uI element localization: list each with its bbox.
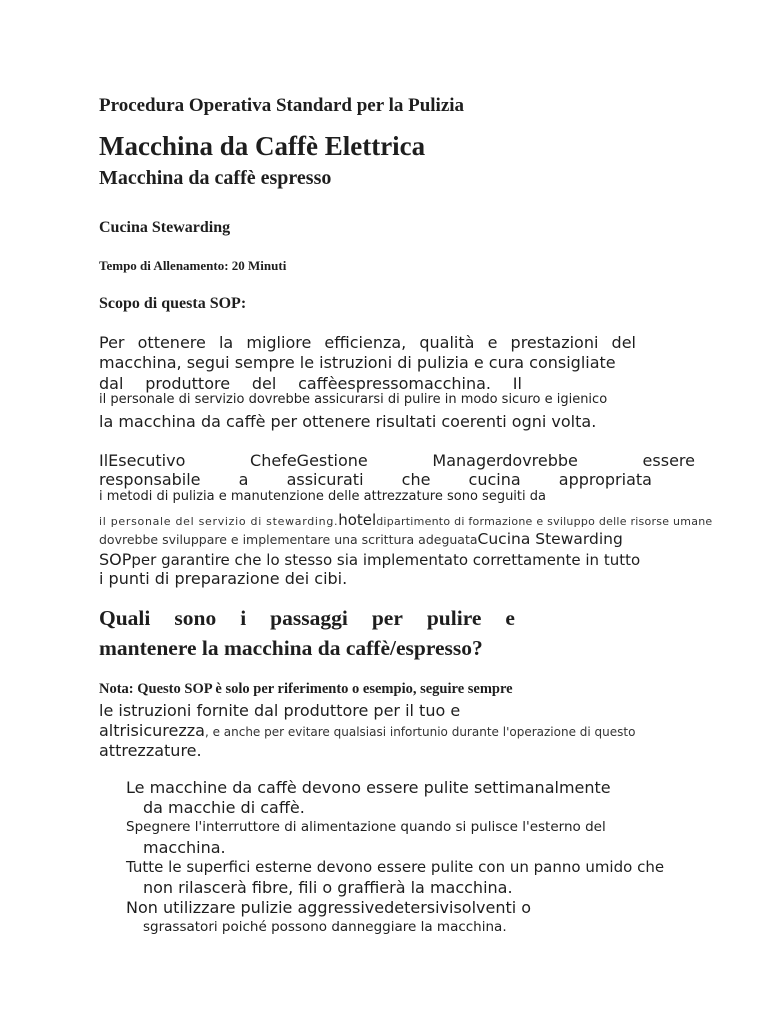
bullet-3-line-2: non rilascerà fibre, fili o graffierà la macchina. — [143, 878, 513, 897]
word: e — [505, 606, 515, 630]
responsibility-line-1 — [99, 451, 695, 470]
scope-line-1 — [99, 333, 636, 352]
bullet-2-line-2: macchina. — [143, 838, 226, 857]
word: appropriata — [558, 470, 652, 489]
note-line-1: Nota: Questo SOP è solo per riferimento o esempio, seguire sempre — [99, 681, 513, 697]
word: efficienza, — [324, 333, 407, 352]
word: pulire — [426, 606, 482, 630]
word: del — [611, 333, 636, 352]
text-fragment: il personale del servizio di stewarding. — [99, 515, 339, 528]
responsibility-line-3: i metodi di pulizia e manutenzione delle attrezzature sono seguiti da — [99, 489, 546, 504]
word: dal — [99, 374, 124, 393]
department-label: Cucina Stewarding — [99, 219, 231, 236]
text-fragment: dovrebbe sviluppare e implementare una scrittura adeguata — [99, 532, 478, 547]
text-fragment: per garantire che lo stesso sia implementato correttamente in tutto — [131, 551, 641, 569]
responsibility-line-4 — [99, 511, 766, 529]
text-fragment: SOP — [99, 550, 132, 569]
word: cucina — [468, 470, 521, 489]
word: Quali — [99, 606, 151, 630]
word: ottenere — [137, 333, 206, 352]
word: passaggi — [270, 606, 348, 630]
steps-heading-line-2: mantenere la macchina da caffè/espresso? — [99, 636, 483, 660]
text-fragment: , e anche per evitare qualsiasi infortunio durante l'operazione di questo — [204, 725, 636, 739]
responsibility-line-2 — [99, 470, 652, 489]
list-item-text: Non utilizzare pulizie aggressivedetersivisolventi o — [126, 898, 532, 917]
text-fragment: Cucina Stewarding — [477, 530, 623, 548]
word: che — [401, 470, 431, 489]
responsibility-line-5 — [99, 530, 623, 548]
scope-heading: Scopo di questa SOP: — [99, 295, 247, 312]
word: del — [251, 374, 277, 393]
list-item-text: Spegnere l'interruttore di alimentazione quando si pulisce l'esterno del — [126, 819, 606, 835]
note-line-2: le istruzioni fornite dal produttore per il tuo e — [99, 701, 461, 720]
scope-line-5: la macchina da caffè per ottenere risultati coerenti ogni volta. — [99, 412, 597, 431]
word: Il — [512, 374, 522, 393]
scope-line-4: il personale di servizio dovrebbe assicurarsi di pulire in modo sicuro e igienico — [99, 392, 608, 407]
list-item-text: Tutte le superfici esterne devono essere pulite con un panno umido che — [126, 858, 665, 876]
word: la — [218, 333, 234, 352]
word: migliore — [246, 333, 312, 352]
bullet-3-line-1 — [121, 858, 664, 876]
word: per — [371, 606, 403, 630]
word: Managerdovrebbe — [432, 451, 578, 470]
word: a — [238, 470, 249, 489]
bullet-4-line-2: sgrassatori poiché possono danneggiare la macchina. — [143, 919, 507, 935]
word: essere — [642, 451, 695, 470]
word: sono — [174, 606, 217, 630]
word: IlEsecutivo — [99, 451, 186, 470]
word: responsabile — [99, 470, 201, 489]
word: e — [487, 333, 498, 352]
machine-title: Macchina da Caffè Elettrica — [99, 131, 426, 161]
steps-heading-line-1 — [99, 606, 515, 631]
text-fragment: altrisicurezza — [99, 721, 205, 740]
word: i — [240, 606, 247, 630]
scope-line-2: macchina, segui sempre le istruzioni di pulizia e cura consigliate — [99, 353, 616, 372]
responsibility-line-6 — [99, 550, 640, 569]
machine-subtitle: Macchina da caffè espresso — [99, 167, 332, 189]
word: Per — [99, 333, 125, 352]
word: produttore — [145, 374, 231, 393]
word: qualità — [419, 333, 475, 352]
word: assicurati — [286, 470, 364, 489]
note-line-4: attrezzature. — [99, 741, 202, 760]
scope-line-3 — [99, 374, 522, 393]
bullet-2-line-1 — [121, 819, 606, 835]
list-item-text: Le macchine da caffè devono essere pulite settimanalmente — [126, 778, 611, 797]
bullet-1-line-2: da macchie di caffè. — [143, 798, 305, 817]
word: caffèespressomacchina. — [298, 374, 492, 393]
responsibility-line-7: i punti di preparazione dei cibi. — [99, 569, 348, 588]
note-line-3 — [99, 721, 635, 740]
bullet-4-line-1 — [121, 898, 531, 917]
word: ChefeGestione — [250, 451, 368, 470]
bullet-1-line-1 — [121, 778, 611, 797]
text-fragment: dipartimento di formazione e sviluppo delle risorse umane — [376, 515, 713, 528]
word: prestazioni — [510, 333, 599, 352]
training-time: Tempo di Allenamento: 20 Minuti — [99, 258, 287, 273]
procedure-title: Procedura Operativa Standard per la Pulizia — [99, 95, 465, 116]
text-fragment: hotel — [338, 511, 377, 529]
